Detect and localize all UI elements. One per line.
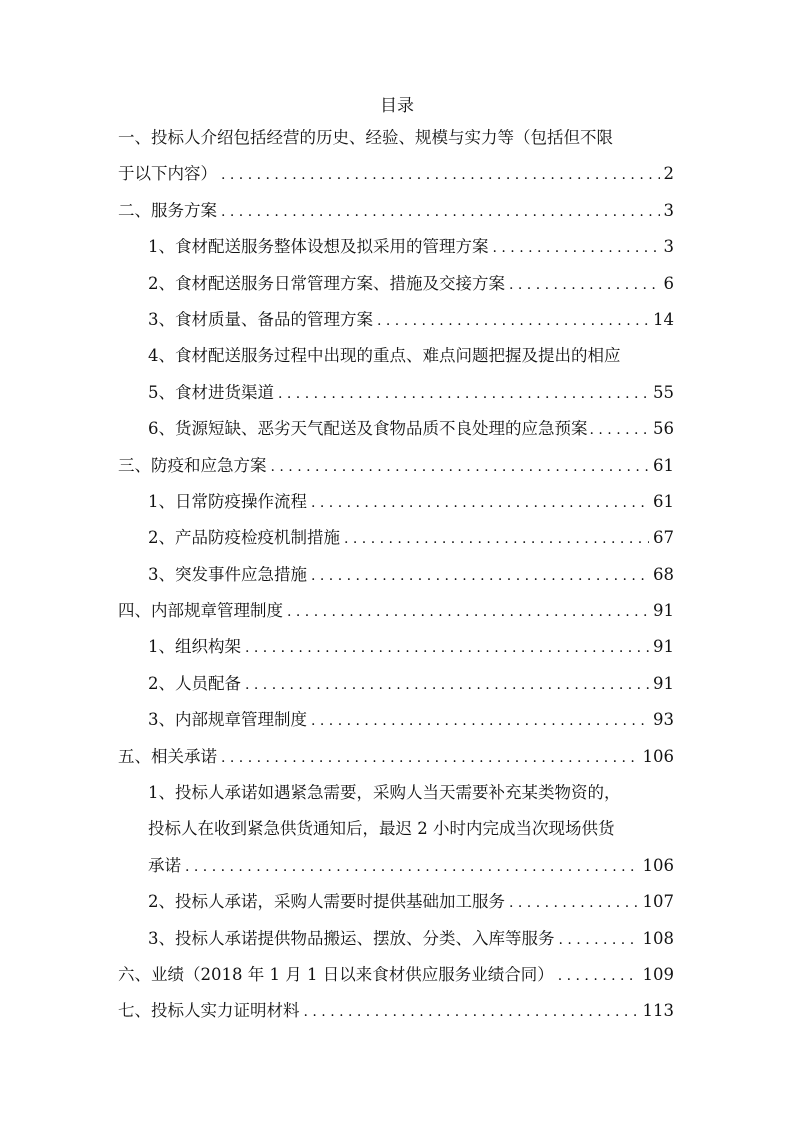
toc-entry-label: 七、投标人实力证明材料 xyxy=(118,1001,300,1021)
toc-entry-label: 3、突发事件应急措施 xyxy=(148,564,307,584)
toc-entry-label: 3、食材质量、备品的管理方案 xyxy=(148,309,373,329)
toc-entry-label: 2、产品防疫检疫机制措施 xyxy=(148,528,340,548)
toc-entry-label: 四、内部规章管理制度 xyxy=(118,601,283,621)
toc-entry-label: 2、投标人承诺，采购人需要时提供基础加工服务 xyxy=(148,892,505,912)
toc-entry[interactable] xyxy=(118,448,674,484)
dot-leader xyxy=(344,521,649,557)
dot-leader xyxy=(509,267,660,303)
toc-entry[interactable] xyxy=(118,884,674,920)
toc-entry-label: 承诺 xyxy=(148,855,181,875)
toc-entry[interactable] xyxy=(118,957,674,993)
toc-page-number: 6 xyxy=(663,273,674,293)
toc-page-number: 91 xyxy=(653,601,674,621)
toc-entry-line[interactable] xyxy=(118,811,674,847)
toc-page-number: 108 xyxy=(642,928,674,948)
toc-entry-label: 4、食材配送服务过程中出现的重点、难点问题把握及提出的相应 xyxy=(148,346,621,366)
toc-entry-label: 于以下内容） xyxy=(118,164,217,184)
toc-page-number: 68 xyxy=(653,564,674,584)
toc-entry[interactable] xyxy=(118,229,674,265)
dot-leader xyxy=(559,922,639,958)
toc-page-number: 106 xyxy=(642,746,674,766)
toc-entry-label: 1、投标人承诺如遇紧急需要，采购人当天需要补充某类物资的， xyxy=(148,783,621,803)
toc-entry-label: 3、内部规章管理制度 xyxy=(148,710,307,730)
toc-page-number: 91 xyxy=(653,673,674,693)
toc-entry[interactable] xyxy=(118,593,674,629)
toc-entry-label: 1、食材配送服务整体设想及拟采用的管理方案 xyxy=(148,237,489,257)
toc-entry[interactable] xyxy=(118,666,674,702)
toc-page-number: 67 xyxy=(653,528,674,548)
toc-entry[interactable] xyxy=(118,520,674,556)
toc-page-number: 113 xyxy=(642,1001,674,1021)
toc-page-number: 55 xyxy=(653,382,674,402)
dot-leader xyxy=(185,849,639,885)
dot-leader xyxy=(311,485,649,521)
toc-entry[interactable] xyxy=(118,411,674,447)
dot-leader xyxy=(221,194,660,230)
toc-page-number: 106 xyxy=(642,855,674,875)
toc-entry-line[interactable] xyxy=(118,775,674,811)
dot-leader xyxy=(311,703,649,739)
dot-leader xyxy=(590,412,652,448)
dot-leader xyxy=(245,630,649,666)
toc-entry-label: 3、投标人承诺提供物品搬运、摆放、分类、入库等服务 xyxy=(148,928,555,948)
toc-entry-label: 六、业绩（2018 年 1 月 1 日以来食材供应服务业绩合同） xyxy=(118,964,554,984)
toc-entry-label: 5、食材进货渠道 xyxy=(148,382,274,402)
dot-leader xyxy=(287,594,649,630)
toc-page-number: 93 xyxy=(653,710,674,730)
dot-leader xyxy=(221,157,660,193)
toc-entry-label: 2、食材配送服务日常管理方案、措施及交接方案 xyxy=(148,273,505,293)
dot-leader xyxy=(271,449,650,485)
toc-entry[interactable] xyxy=(118,266,674,302)
toc-entry-label: 6、货源短缺、恶劣天气配送及食物品质不良处理的应急预案 xyxy=(148,419,588,439)
toc-page-number: 56 xyxy=(653,419,674,439)
toc-entry[interactable] xyxy=(118,557,674,593)
toc-page-number: 91 xyxy=(653,637,674,657)
toc-entry[interactable] xyxy=(118,848,674,884)
toc-entry[interactable] xyxy=(118,375,674,411)
dot-leader xyxy=(245,667,649,703)
dot-leader xyxy=(278,376,649,412)
toc-page-number: 14 xyxy=(653,309,674,329)
toc-entry[interactable] xyxy=(118,739,674,775)
toc-page-number: 109 xyxy=(642,964,674,984)
toc-entry-label: 1、组织构架 xyxy=(148,637,241,657)
dot-leader xyxy=(493,230,660,266)
toc-page-number: 61 xyxy=(653,491,674,511)
dot-leader xyxy=(304,994,639,1030)
toc-entry-label: 五、相关承诺 xyxy=(118,746,217,766)
toc-entry[interactable] xyxy=(118,629,674,665)
dot-leader xyxy=(311,558,649,594)
toc-entry[interactable] xyxy=(118,921,674,957)
toc-entry[interactable] xyxy=(118,156,674,192)
dot-leader xyxy=(377,303,649,339)
toc-entry[interactable] xyxy=(118,193,674,229)
toc-entry[interactable] xyxy=(118,484,674,520)
dot-leader xyxy=(221,740,639,776)
toc-page-number: 107 xyxy=(642,892,674,912)
toc-page-number: 2 xyxy=(663,164,674,184)
toc-entry-label: 2、人员配备 xyxy=(148,673,241,693)
toc-entry[interactable] xyxy=(118,702,674,738)
table-of-contents xyxy=(118,120,674,1030)
toc-entry[interactable] xyxy=(118,338,674,374)
toc-entry[interactable] xyxy=(118,302,674,338)
toc-entry-label: 三、防疫和应急方案 xyxy=(118,455,267,475)
toc-entry-label: 1、日常防疫操作流程 xyxy=(148,491,307,511)
toc-entry-line[interactable] xyxy=(118,120,674,156)
toc-entry-label: 二、服务方案 xyxy=(118,200,217,220)
toc-page-number: 3 xyxy=(663,237,674,257)
dot-leader xyxy=(558,958,639,994)
dot-leader xyxy=(509,885,639,921)
toc-page-number: 61 xyxy=(653,455,674,475)
toc-entry[interactable] xyxy=(118,993,674,1029)
toc-page-number: 3 xyxy=(663,200,674,220)
toc-entry-label: 投标人在收到紧急供货通知后，最迟 2 小时内完成当次现场供货 xyxy=(148,819,615,839)
toc-entry-label: 一、投标人介绍包括经营的历史、经验、规模与实力等（包括但不限 xyxy=(118,128,613,147)
toc-title: 目录 xyxy=(380,96,414,116)
